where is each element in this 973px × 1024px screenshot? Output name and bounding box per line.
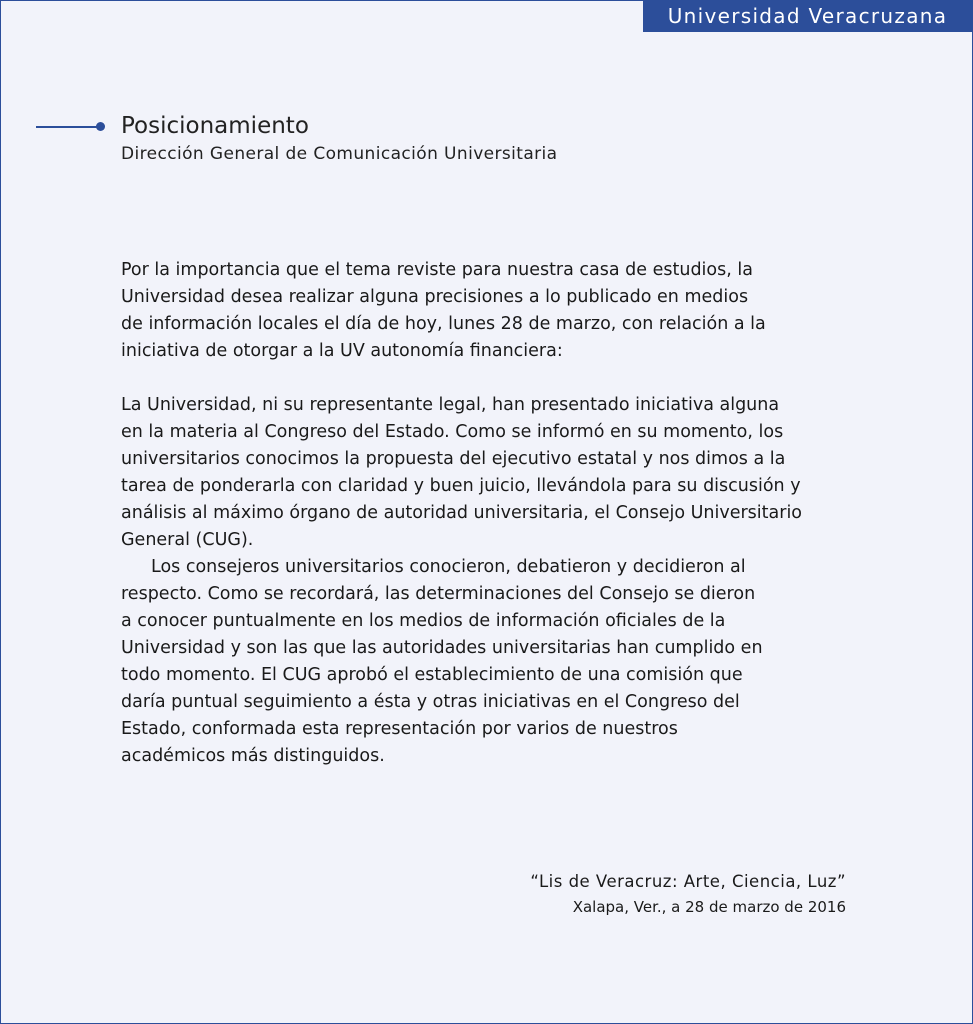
institution-name: Universidad Veracruzana	[667, 4, 948, 28]
text-line: análisis al máximo órgano de autoridad universitaria, el Consejo Universitario	[121, 503, 803, 523]
institution-banner	[643, 1, 972, 32]
text-line: Universidad y son las que las autoridades universitarias han cumplido en	[121, 638, 763, 658]
text-line: todo momento. El CUG aprobó el establecimiento de una comisión que	[121, 665, 743, 685]
paragraph-2	[121, 392, 861, 554]
heading-rule	[36, 126, 100, 128]
document-subtitle: Dirección General de Comunicación Universitaria	[121, 144, 558, 164]
text-line: respecto. Como se recordará, las determinaciones del Consejo se dieron	[121, 584, 756, 604]
text-line: universitarios conocimos la propuesta del ejecutivo estatal y nos dimos a la	[121, 449, 786, 469]
text-line: iniciativa de otorgar a la UV autonomía financiera:	[121, 341, 563, 361]
statement-body	[121, 257, 861, 770]
text-line: Los consejeros universitarios conocieron, debatieron y decidieron al	[151, 557, 746, 577]
text-line: General (CUG).	[121, 530, 254, 550]
text-line: tarea de ponderarla con claridad y buen juicio, llevándola para su discusión y	[121, 476, 801, 496]
text-line: La Universidad, ni su representante legal, han presentado iniciativa alguna	[121, 395, 780, 415]
text-line: en la materia al Congreso del Estado. Como se informó en su momento, los	[121, 422, 784, 442]
place-and-date: Xalapa, Ver., a 28 de marzo de 2016	[572, 898, 846, 916]
text-line: de información locales el día de hoy, lunes 28 de marzo, con relación a la	[121, 314, 766, 334]
paragraph-1	[121, 257, 861, 365]
text-line: daría puntual seguimiento a ésta y otras iniciativas en el Congreso del	[121, 692, 740, 712]
text-line: Universidad desea realizar alguna precisiones a lo publicado en medios	[121, 287, 749, 307]
text-line: Por la importancia que el tema reviste para nuestra casa de estudios, la	[121, 260, 753, 280]
text-line: a conocer puntualmente en los medios de información oficiales de la	[121, 611, 726, 631]
text-line: Estado, conformada esta representación por varios de nuestros	[121, 719, 678, 739]
text-line: académicos más distinguidos.	[121, 746, 385, 766]
paragraph-spacer	[121, 365, 861, 392]
paragraph-3	[121, 554, 861, 770]
document-title: Posicionamiento	[121, 113, 309, 139]
university-motto: “Lis de Veracruz: Arte, Ciencia, Luz”	[530, 872, 846, 891]
heading-bullet-icon	[96, 122, 105, 131]
